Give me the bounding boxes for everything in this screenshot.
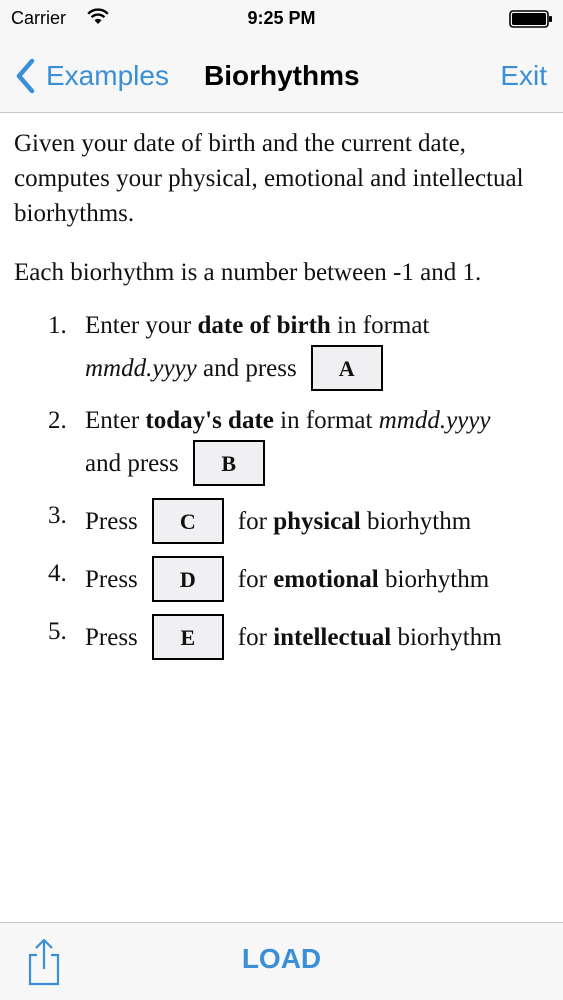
key-a-button[interactable]: A bbox=[311, 345, 383, 391]
date-format: mmdd.yyyy bbox=[378, 407, 491, 434]
steps-list bbox=[14, 308, 554, 660]
step-text: Press C for physical biorhythm bbox=[85, 498, 554, 544]
range-text: Each biorhythm is a number between -1 and 1. bbox=[14, 259, 482, 286]
date-format: mmdd.yyyy bbox=[85, 354, 197, 382]
step-item bbox=[14, 403, 554, 486]
load-button[interactable]: LOAD bbox=[241, 943, 322, 974]
step-number: 1. bbox=[48, 312, 67, 339]
intro-text: Given your date of birth and the current date, computes your physical, emotional and intellectual biorhythms. bbox=[14, 130, 524, 227]
step-text-line: and press B bbox=[85, 440, 554, 486]
back-button-label: Examples bbox=[46, 60, 169, 91]
step-text: Press D for emotional biorhythm bbox=[85, 556, 554, 602]
step-number: 2. bbox=[48, 407, 67, 434]
back-button[interactable] bbox=[14, 56, 169, 96]
step-text-line: mmdd.yyyy and press A bbox=[85, 345, 554, 391]
exit-button[interactable]: Exit bbox=[500, 60, 547, 91]
key-c-button[interactable]: C bbox=[152, 498, 224, 544]
battery-icon bbox=[509, 10, 553, 28]
step-text: Enter today's date in format mmdd.yyyy bbox=[85, 407, 491, 434]
step-number: 3. bbox=[48, 502, 67, 529]
step-item bbox=[14, 308, 554, 391]
step-text: Press E for intellectual biorhythm bbox=[85, 614, 554, 660]
step-item bbox=[14, 556, 554, 602]
step-number: 5. bbox=[48, 618, 67, 645]
step-text: Enter your date of birth in format bbox=[85, 312, 430, 339]
instructions-content bbox=[14, 126, 554, 672]
step-item bbox=[14, 614, 554, 660]
page-title: Biorhythms bbox=[204, 60, 360, 91]
key-d-button[interactable]: D bbox=[152, 556, 224, 602]
key-b-button[interactable]: B bbox=[193, 440, 265, 486]
chevron-left-icon bbox=[14, 58, 36, 94]
bottom-toolbar bbox=[0, 922, 563, 1000]
status-bar bbox=[0, 0, 563, 38]
carrier-label: Carrier bbox=[11, 8, 67, 28]
key-e-button[interactable]: E bbox=[152, 614, 224, 660]
step-item bbox=[14, 498, 554, 544]
clock: 9:25 PM bbox=[247, 8, 316, 28]
navigation-bar bbox=[0, 38, 563, 113]
step-number: 4. bbox=[48, 560, 67, 587]
